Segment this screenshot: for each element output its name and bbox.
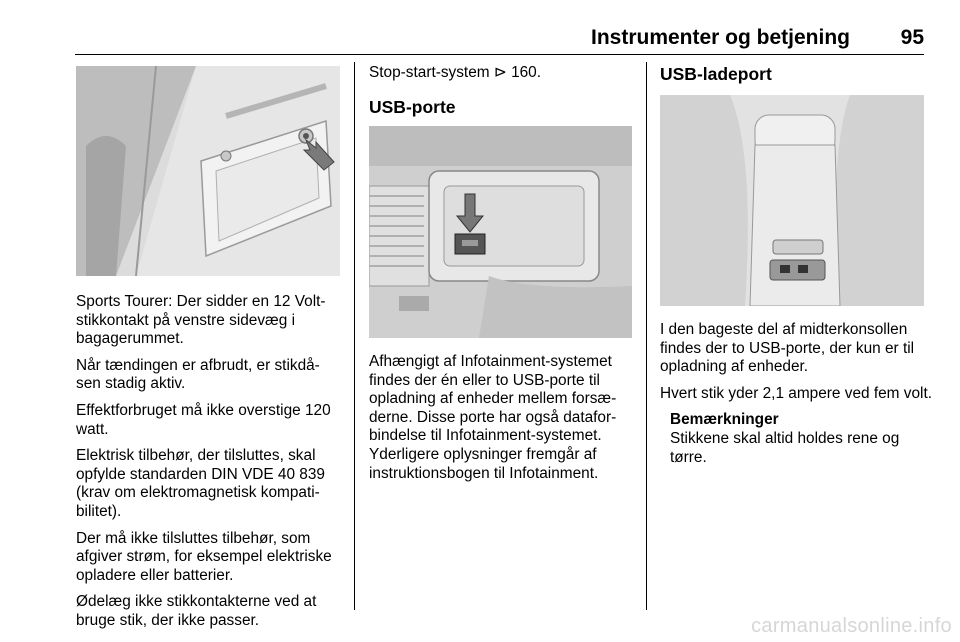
front-usb-illustration [369, 126, 632, 338]
section-heading-usb-ladeport: USB-ladeport [660, 64, 772, 84]
note-title: Bemærkninger [670, 411, 779, 429]
cross-reference [369, 64, 639, 91]
header-rule [75, 54, 924, 55]
watermark: carmanualsonline.info [751, 615, 952, 637]
paragraph: Når tændingen er afbrudt, er stikdå-sen stadig aktiv. [76, 356, 320, 393]
column-divider-2 [646, 62, 647, 610]
paragraph: I den bageste del af midterkonsollen findes der to USB-porte, der kun er til opladning af enheder. [660, 321, 915, 376]
reference-page: 160. [511, 64, 542, 81]
reference-text: Stop-start-system [369, 64, 490, 81]
paragraph: Elektrisk tilbehør, der tilsluttes, skal opfylde standarden DIN VDE 40 839 (krav om elektromagnetisk kompati-bilitet). [76, 447, 325, 520]
column-3-text [660, 321, 932, 467]
column-1-text [76, 293, 342, 639]
page-number: 95 [900, 26, 924, 49]
column-divider-1 [354, 62, 355, 610]
paragraph: Der må ikke tilsluttes tilbehør, som afgiver strøm, for eksempel elektriske opladere eller batterier. [76, 529, 332, 584]
column-2-text [369, 353, 639, 491]
section-heading-usb-porte: USB-porte [369, 97, 456, 117]
note-box [660, 411, 932, 467]
page-header [0, 0, 960, 56]
paragraph: Ødelæg ikke stikkontakterne ved at bruge stik, der ikke passer. [76, 593, 317, 629]
note-text: Stikkene skal altid holdes rene og tørre. [670, 429, 900, 466]
rear-usb-illustration [660, 95, 924, 306]
paragraph: Hvert stik yder 2,1 ampere ved fem volt. [660, 384, 933, 402]
chapter-title: Instrumenter og betjening [590, 26, 850, 49]
trunk-socket-illustration [76, 66, 340, 276]
paragraph: Afhængigt af Infotainment-systemet findes der én eller to USB-porte til opladning af enheder mellem forsæ-derne. Disse porte har også datafor-bindelse til Infotainment-systemet. Yderligere oplysninger fremgår af instruktionsbogen til Infotainment. [369, 353, 617, 482]
paragraph: Sports Tourer: Der sidder en 12 Volt-stikkontakt på venstre sidevæg i bagagerummet. [76, 293, 326, 348]
paragraph: Effektforbruget må ikke overstige 120 watt. [76, 401, 331, 438]
reference-arrow-icon: ⊳ [493, 64, 507, 81]
